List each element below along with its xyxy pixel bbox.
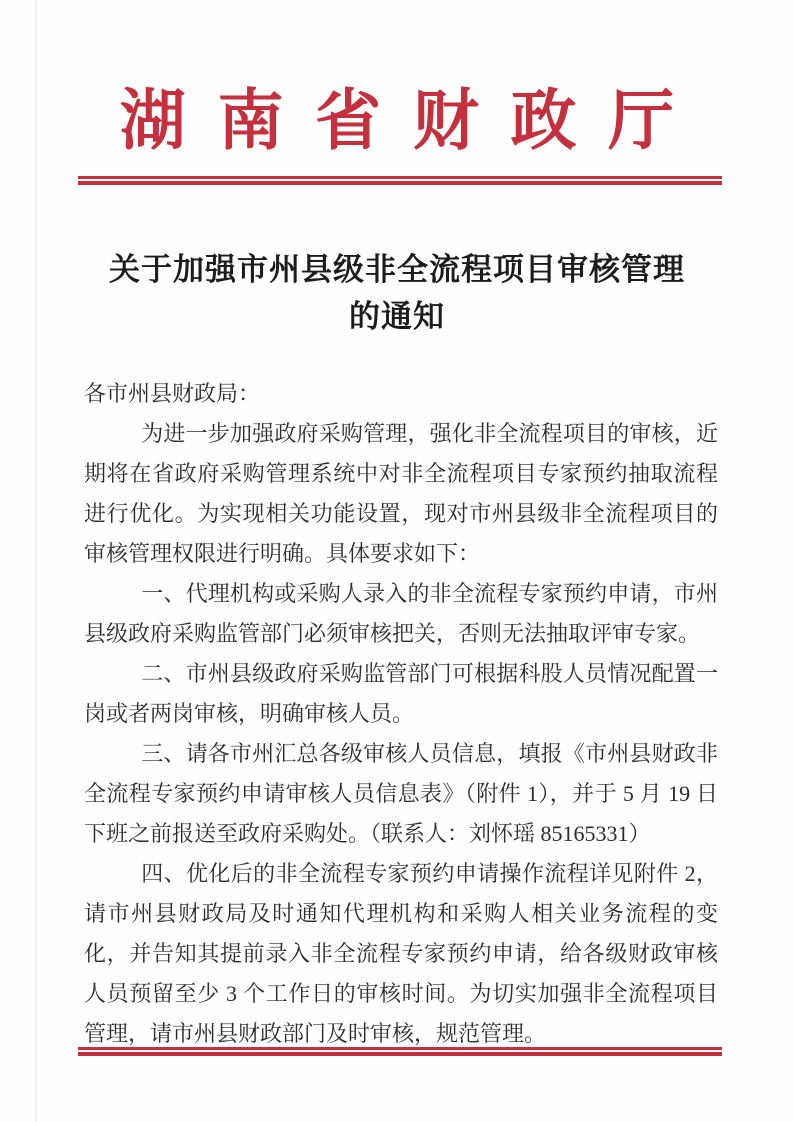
- document-title-line1: 关于加强市州县级非全流程项目审核管理: [109, 252, 685, 287]
- scan-artifact-line: [35, 0, 37, 1122]
- document-title: [0, 246, 794, 340]
- paragraph-item-4: 四、优化后的非全流程专家预约申请操作流程详见附件 2，请市州县财政局及时通知代理机构和采购人相关业务流程的变化，并告知其提前录入非全流程专家预约申请，给各级财政审核人员预留至少 3 个工作日的审核时间。为切实加强非全流程项目管理，请市州县财政部门及时审核，规范管理。: [84, 861, 718, 1046]
- paragraph-intro: 为进一步加强政府采购管理，强化非全流程项目的审核，近期将在省政府采购管理系统中对非全流程项目专家预约抽取流程进行优化。为实现相关功能设置，现对市州县级非全流程项目的审核管理权限进行明确。具体要求如下：: [84, 421, 718, 566]
- document-body: [84, 374, 718, 1054]
- paragraph-item-2: 二、市州县级政府采购监管部门可根据科股人员情况配置一岗或者两岗审核，明确审核人员。: [84, 661, 718, 726]
- footer-rule: [78, 1047, 722, 1056]
- salutation: 各市州县财政局：: [84, 381, 261, 406]
- paragraph-item-1: 一、代理机构或采购人录入的非全流程专家预约申请，市州县级政府采购监管部门必须审核把关，否则无法抽取评审专家。: [84, 581, 718, 646]
- masthead-rule: [78, 176, 722, 185]
- document-title-line2: 的通知: [349, 299, 445, 334]
- paragraph-item-3: 三、请各市州汇总各级审核人员信息，填报《市州县财政非全流程专家预约申请审核人员信息表》（附件 1），并于 5 月 19 日下班之前报送至政府采购处。（联系人：刘怀瑶 85165331）: [84, 741, 718, 846]
- agency-masthead: 湖南省财政厅: [119, 85, 706, 158]
